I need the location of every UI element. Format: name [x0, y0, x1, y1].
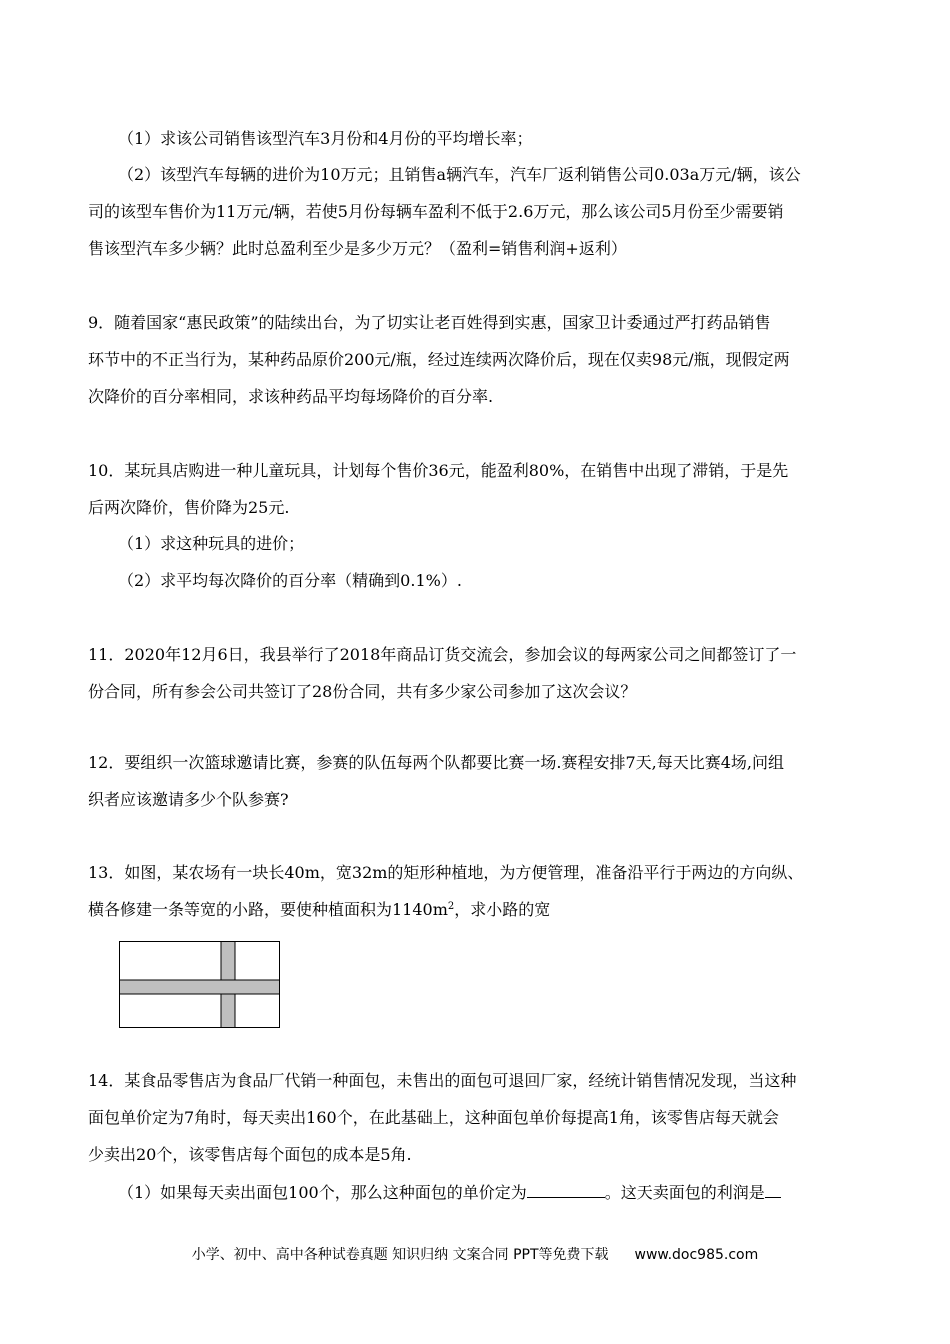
q8-part1: （1）求该公司销售该型汽车3月份和4月份的平均增长率；: [118, 129, 533, 148]
q12-line1: 12．要组织一次篮球邀请比赛，参赛的队伍每两个队都要比赛一场.赛程安排7天,每天比赛4场,问组: [88, 753, 784, 772]
q13-line2-end: ，求小路的宽: [454, 900, 551, 919]
answer-blank-profit[interactable]: [765, 1181, 781, 1198]
footer-url[interactable]: www.doc985.com: [634, 1247, 759, 1263]
q13-line2-text: 横各修建一条等宽的小路，要使种植面积为1140m: [88, 900, 448, 919]
field-with-paths-figure: [119, 941, 281, 1029]
q10-line1: 10．某玩具店购进一种儿童玩具，计划每个售价36元，能盈利80%，在销售中出现了滞销，于是先: [88, 461, 789, 480]
q14-part1-text: （1）如果每天卖出面包100个，那么这种面包的单价定为: [118, 1183, 527, 1202]
q14-part1-profit-text: 。这天卖面包的利润是: [604, 1183, 765, 1202]
q10-line2: 后两次降价，售价降为25元.: [88, 498, 290, 517]
q13-line1: 13．如图，某农场有一块长40m，宽32m的矩形种植地，为方便管理，准备沿平行于两边的方向纵、: [88, 863, 804, 882]
q13-line2: [88, 899, 550, 921]
path-intersection: [222, 981, 235, 994]
q14-line2: 面包单价定为7角时，每天卖出160个，在此基础上，这种面包单价每提高1角，该零售店每天就会: [88, 1108, 779, 1127]
footer-text: 小学、初中、高中各种试卷真题 知识归纳 文案合同 PPT等免费下载: [191, 1247, 609, 1263]
q10-part2: （2）求平均每次降价的百分率（精确到0.1%）.: [118, 571, 462, 590]
q8-part2-line2: 司的该型车售价为11万元/辆，若使5月份每辆车盈利不低于2.6万元，那么该公司5月份至少需要销: [88, 202, 784, 221]
q9-line2: 环节中的不正当行为，某种药品原价200元/瓶，经过连续两次降价后，现在仅卖98元/瓶，现假定两: [88, 350, 790, 369]
q9-line3: 次降价的百分率相同，求该种药品平均每场降价的百分率.: [88, 387, 494, 406]
q14-part1: [118, 1181, 781, 1204]
q11-line2: 份合同，所有参会公司共签订了28份合同，共有多少家公司参加了这次会议？: [88, 682, 637, 701]
q8-part2-line3: 售该型汽车多少辆？此时总盈利至少是多少万元？（盈利=销售利润+返利）: [88, 239, 627, 258]
q12-line2: 织者应该邀请多少个队参赛?: [88, 790, 289, 809]
q10-part1: （1）求这种玩具的进价；: [118, 534, 305, 553]
horizontal-path: [120, 980, 280, 994]
q14-line1: 14．某食品零售店为食品厂代销一种面包，未售出的面包可退回厂家，经统计销售情况发现，当这种: [88, 1071, 797, 1090]
q14-line3: 少卖出20个，该零售店每个面包的成本是5角.: [88, 1145, 412, 1164]
answer-blank-price[interactable]: [527, 1181, 605, 1198]
q13-superscript: 2: [447, 901, 455, 912]
q8-part2-line1: （2）该型汽车每辆的进价为10万元；且销售a辆汽车，汽车厂返利销售公司0.03a万元/辆，该公: [118, 165, 801, 184]
q9-line1: 9．随着国家“惠民政策”的陆续出台，为了切实让老百姓得到实惠，国家卫计委通过严打药品销售: [88, 313, 771, 332]
q11-line1: 11．2020年12月6日，我县举行了2018年商品订货交流会，参加会议的每两家公司之间都签订了一: [88, 645, 797, 664]
page-footer: [0, 1244, 950, 1264]
